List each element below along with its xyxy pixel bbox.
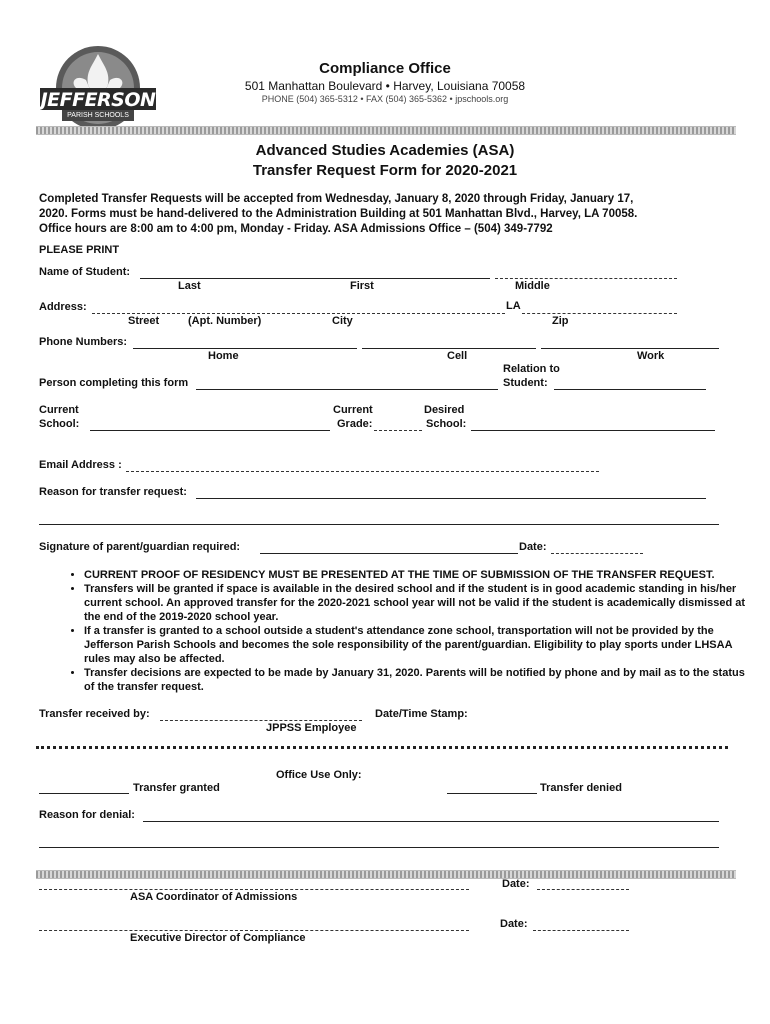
- list-item: • CURRENT PROOF OF RESIDENCY MUST BE PRESENTED AT THE TIME OF SUBMISSION OF THE TRANSFER REQUEST.: [84, 568, 754, 582]
- received-by-field[interactable]: [160, 707, 362, 721]
- apt-caption: (Apt. Number): [188, 315, 262, 327]
- signature-label: Signature of parent/guardian required:: [39, 541, 241, 553]
- current-school-label-2: School:: [39, 418, 80, 430]
- denial-reason-field-line2[interactable]: [39, 834, 719, 848]
- current-grade-label-2: Grade:: [337, 418, 373, 430]
- intro-line: 2020. Forms must be hand-delivered to the Administration Building at 501 Manhattan Blvd., Harvey, LA 70058.: [39, 208, 638, 220]
- relation-label-2: Student:: [503, 377, 548, 389]
- signature-field[interactable]: [260, 540, 518, 554]
- signature-date-label: Date:: [519, 541, 547, 553]
- transfer-granted-field[interactable]: [39, 780, 129, 794]
- student-last-first-field[interactable]: [140, 265, 490, 279]
- transfer-denied-label: Transfer denied: [540, 782, 622, 794]
- desired-school-label-1: Desired: [424, 404, 465, 416]
- coordinator-signature-field[interactable]: [39, 876, 469, 890]
- transfer-denied-field[interactable]: [447, 780, 537, 794]
- phone-home-field[interactable]: [133, 335, 357, 349]
- phone-cell-field[interactable]: [362, 335, 536, 349]
- jppss-employee-caption: JPPSS Employee: [266, 722, 357, 734]
- coordinator-caption: ASA Coordinator of Admissions: [130, 891, 298, 903]
- office-use-heading: Office Use Only:: [276, 769, 362, 781]
- reason-label: Reason for transfer request:: [39, 486, 187, 498]
- email-label: Email Address :: [39, 459, 122, 471]
- reason-field-line2[interactable]: [39, 511, 719, 525]
- header-divider: [36, 126, 736, 135]
- phone-label: Phone Numbers:: [39, 336, 128, 348]
- email-field[interactable]: [126, 458, 599, 472]
- person-completing-field[interactable]: [196, 376, 498, 390]
- current-grade-field[interactable]: [374, 417, 422, 431]
- current-grade-label-1: Current: [333, 404, 373, 416]
- zip-caption: Zip: [552, 315, 569, 327]
- intro-text: [39, 192, 739, 237]
- please-print-label: PLEASE PRINT: [39, 244, 120, 256]
- denial-reason-label: Reason for denial:: [39, 809, 135, 821]
- form-title-line2: Transfer Request Form for 2020-2021: [252, 162, 518, 179]
- home-caption: Home: [208, 350, 239, 362]
- office-title: Compliance Office: [319, 60, 451, 77]
- office-use-separator: [36, 746, 728, 749]
- coordinator-date-field[interactable]: [537, 876, 629, 890]
- logo-wordmark: JEFFERSON: [40, 89, 156, 111]
- requirements-list: [60, 568, 754, 694]
- desired-school-label-2: School:: [426, 418, 467, 430]
- logo-subtitle: PARISH SCHOOLS: [67, 112, 129, 119]
- signature-date-field[interactable]: [551, 540, 643, 554]
- coordinator-date-label: Date:: [502, 878, 530, 890]
- intro-line: Office hours are 8:00 am to 4:00 pm, Monday - Friday. ASA Admissions Office – (504) 349-7792: [39, 223, 553, 235]
- relation-label-1: Relation to: [503, 363, 560, 375]
- list-item: • Transfer decisions are expected to be made by January 31, 2020. Parents will be notified by phone and by mail as to the status of the transfer request.: [84, 666, 754, 694]
- student-middle-field[interactable]: [495, 265, 677, 279]
- last-caption: Last: [178, 280, 201, 292]
- person-completing-label: Person completing this form: [39, 377, 189, 389]
- middle-caption: Middle: [515, 280, 550, 292]
- address-zip-field[interactable]: [522, 300, 677, 314]
- date-time-stamp-label: Date/Time Stamp:: [375, 708, 468, 720]
- received-by-label: Transfer received by:: [39, 708, 150, 720]
- first-caption: First: [350, 280, 374, 292]
- address-label: Address:: [39, 301, 87, 313]
- street-caption: Street: [128, 315, 160, 327]
- address-street-field[interactable]: [92, 300, 505, 314]
- phone-work-field[interactable]: [541, 335, 719, 349]
- reason-field[interactable]: [196, 485, 706, 499]
- list-item: • If a transfer is granted to a school outside a student's attendance zone school, transportation will not be provided by the Jefferson Parish Schools and becomes the sole responsibility of the parent/guardian. Eligibility to play sports under LHSAA rules may also be affected.: [84, 624, 754, 666]
- intro-line: Completed Transfer Requests will be accepted from Wednesday, January 8, 2020 through Friday, January 17,: [39, 193, 634, 205]
- relation-field[interactable]: [554, 376, 706, 390]
- office-address: 501 Manhattan Boulevard • Harvey, Louisiana 70058: [244, 79, 526, 93]
- director-date-field[interactable]: [533, 917, 629, 931]
- current-school-label-1: Current: [39, 404, 79, 416]
- denial-reason-field[interactable]: [143, 808, 719, 822]
- desired-school-field[interactable]: [471, 417, 715, 431]
- director-signature-field[interactable]: [39, 917, 469, 931]
- student-name-label: Name of Student:: [39, 266, 131, 278]
- office-contact: PHONE (504) 365-5312 • FAX (504) 365-5362 • jpschools.org: [261, 94, 509, 104]
- jefferson-logo: [36, 36, 160, 132]
- cell-caption: Cell: [447, 350, 468, 362]
- director-date-label: Date:: [500, 918, 528, 930]
- city-caption: City: [332, 315, 353, 327]
- state-label: LA: [506, 300, 521, 312]
- work-caption: Work: [637, 350, 665, 362]
- director-caption: Executive Director of Compliance: [130, 932, 306, 944]
- transfer-granted-label: Transfer granted: [133, 782, 220, 794]
- form-title-line1: Advanced Studies Academies (ASA): [255, 142, 515, 159]
- list-item: • Transfers will be granted if space is available in the desired school and if the student is in good academic standing in his/her current school. An approved transfer for the 2020-2021 school year will not be valid if the student is academically dismissed at the end of the 2019-2020 school year.: [84, 582, 754, 624]
- current-school-field[interactable]: [90, 417, 330, 431]
